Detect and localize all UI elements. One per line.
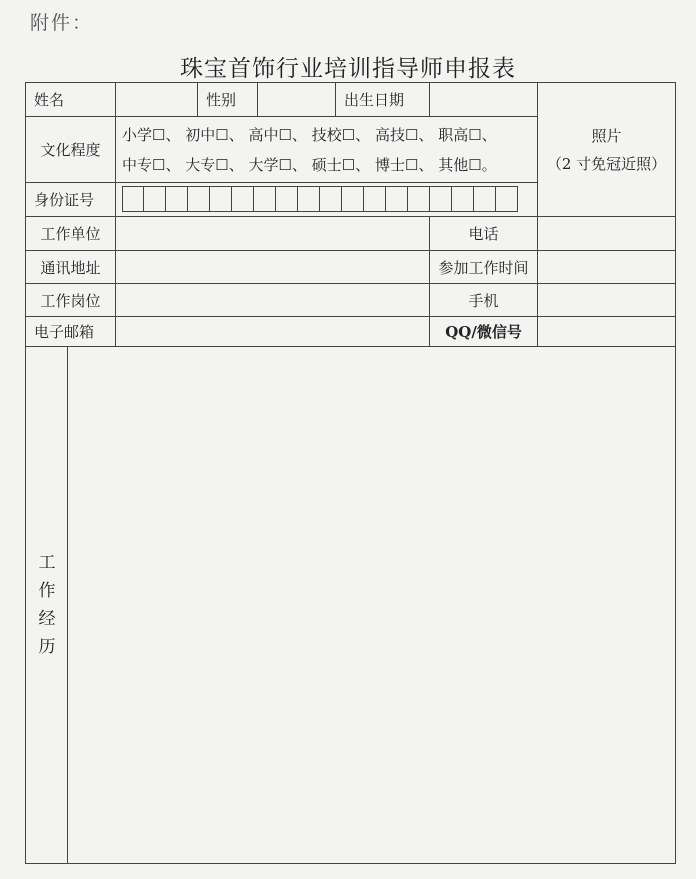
qq-wechat-label: QQ/微信号 <box>430 317 538 347</box>
id-digit-box[interactable] <box>342 186 364 212</box>
education-option[interactable]: 博士☐、 <box>374 155 434 174</box>
id-digit-box[interactable] <box>298 186 320 212</box>
id-digit-box[interactable] <box>122 186 144 212</box>
id-number-boxes[interactable] <box>122 186 531 214</box>
id-number-field[interactable] <box>116 183 538 217</box>
id-digit-box[interactable] <box>254 186 276 212</box>
education-option[interactable]: 中专☐、 <box>122 155 181 174</box>
address-label: 通讯地址 <box>26 251 116 284</box>
photo-box[interactable] <box>538 83 676 217</box>
application-form-table <box>25 82 676 864</box>
id-digit-box[interactable] <box>452 186 474 212</box>
email-label: 电子邮箱 <box>26 317 116 347</box>
birth-date-field[interactable] <box>430 83 538 117</box>
workplace-label: 工作单位 <box>26 217 116 251</box>
phone-field[interactable] <box>538 217 676 251</box>
work-experience-field[interactable] <box>68 347 676 864</box>
id-number-label: 身份证号 <box>26 183 116 217</box>
id-digit-box[interactable] <box>408 186 430 212</box>
birth-date-label: 出生日期 <box>336 83 430 117</box>
id-digit-box[interactable] <box>364 186 386 212</box>
id-digit-box[interactable] <box>188 186 210 212</box>
name-label: 姓名 <box>26 83 116 117</box>
id-digit-box[interactable] <box>210 186 232 212</box>
education-option[interactable]: 硕士☐、 <box>311 155 371 174</box>
id-digit-box[interactable] <box>496 186 518 212</box>
gender-field[interactable] <box>258 83 336 117</box>
education-option[interactable]: 初中☐、 <box>185 125 244 144</box>
education-option[interactable]: 小学☐、 <box>122 125 181 144</box>
education-option[interactable]: 职高☐、 <box>438 125 497 144</box>
photo-note: （2 寸免冠近照） <box>546 154 667 173</box>
work-experience-label: 工作经历 <box>38 553 56 657</box>
id-digit-box[interactable] <box>430 186 452 212</box>
education-option[interactable]: 大学☐、 <box>248 155 307 174</box>
position-field[interactable] <box>116 284 430 317</box>
id-digit-box[interactable] <box>386 186 408 212</box>
attachment-label: 附件： <box>30 12 94 34</box>
address-field[interactable] <box>116 251 430 284</box>
education-option[interactable]: 高中☐、 <box>248 125 307 144</box>
education-option[interactable]: 大专☐、 <box>185 155 244 174</box>
position-label: 工作岗位 <box>26 284 116 317</box>
form-title: 珠宝首饰行业培训指导师申报表 <box>180 56 516 82</box>
id-digit-box[interactable] <box>320 186 342 212</box>
name-field[interactable] <box>116 83 198 117</box>
qq-wechat-field[interactable] <box>538 317 676 347</box>
id-digit-box[interactable] <box>144 186 166 212</box>
work-start-label: 参加工作时间 <box>430 251 538 284</box>
education-option[interactable]: 其他☐。 <box>438 155 497 174</box>
mobile-label: 手机 <box>430 284 538 317</box>
education-option[interactable]: 高技☐、 <box>374 125 434 144</box>
education-options[interactable] <box>116 117 538 183</box>
education-option[interactable]: 技校☐、 <box>311 125 371 144</box>
id-digit-box[interactable] <box>474 186 496 212</box>
phone-label: 电话 <box>430 217 538 251</box>
email-field[interactable] <box>116 317 430 347</box>
gender-label: 性别 <box>198 83 258 117</box>
id-digit-box[interactable] <box>276 186 298 212</box>
photo-label: 照片 <box>591 126 622 145</box>
id-digit-box[interactable] <box>166 186 188 212</box>
id-digit-box[interactable] <box>232 186 254 212</box>
workplace-field[interactable] <box>116 217 430 251</box>
work-start-field[interactable] <box>538 251 676 284</box>
mobile-field[interactable] <box>538 284 676 317</box>
education-label: 文化程度 <box>26 117 116 183</box>
